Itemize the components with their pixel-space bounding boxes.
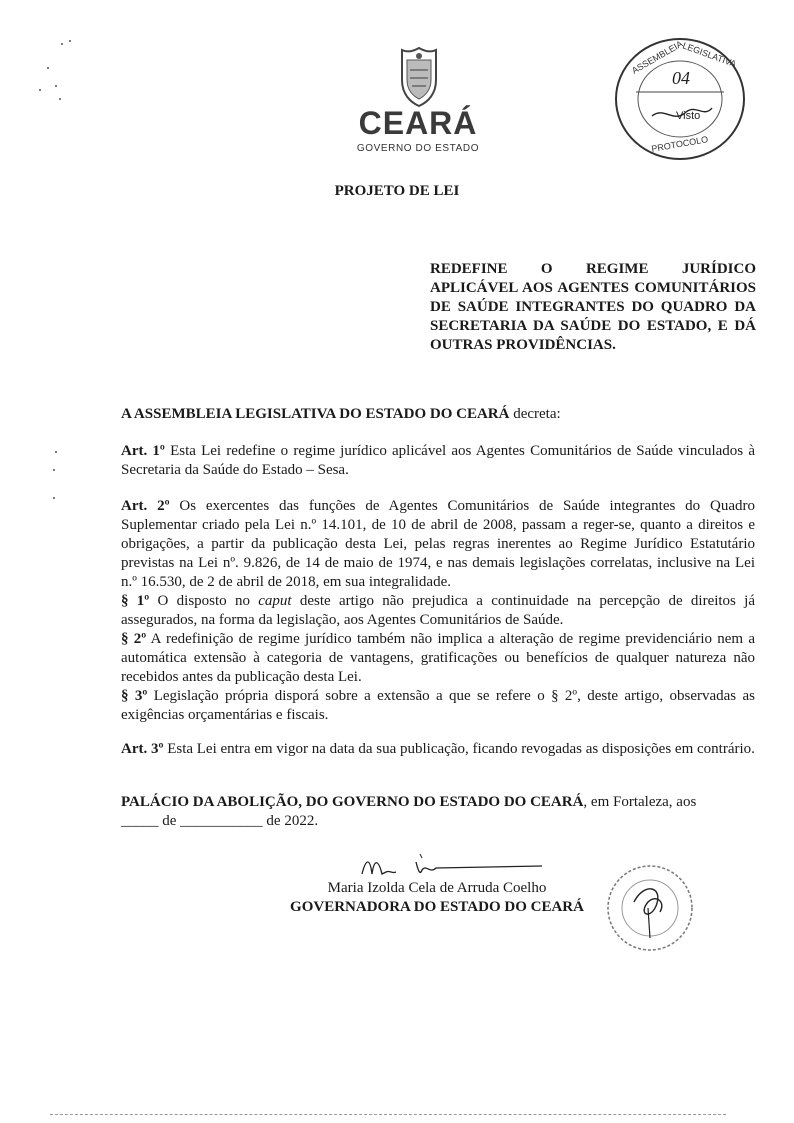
intro-paragraph: [121, 405, 755, 424]
article-2-caput: [121, 497, 755, 592]
ementa: REDEFINE O REGIME JURÍDICO APLICÁVEL AOS AGENTES COMUNITÁRIOS DE SAÚDE INTEGRANTES DO QUADRO DA SECRETARIA DA SAÚDE DO ESTADO, E DÁ OUTRAS PROVIDÊNCIAS.: [430, 261, 756, 353]
paragraph-2-text: A redefinição de regime jurídico também não implica a alteração de regime previdenciário nem a automática extensão à categoria de vantagens, gratificações ou benefícios de qualquer natureza não recebidos antes da publicação desta Lei.: [121, 631, 756, 685]
article-2-text: Os exercentes das funções de Agentes Comunitários de Saúde integrantes do Quadro Suplementar criado pela Lei n.º 14.101, de 10 de abril de 2008, passam a reger-se, quanto a direitos e obrigações, a partir da publicação desta Lei, pelas regras inerentes ao Regime Jurídico Estatutário previstas na Lei nº. 9.826, de 14 de maio de 1974, e nas demais legislações correlatas, inclusive na Lei n.º 16.530, de 2 de abril de 2018, em sua integralidade.: [121, 498, 756, 590]
footer-divider: [50, 1114, 726, 1115]
closing-paragraph: [121, 793, 755, 831]
svg-text:ASSEMBLEIA: ASSEMBLEIA: [630, 38, 685, 76]
closing-line: [121, 793, 755, 812]
intro-bold: A ASSEMBLEIA LEGISLATIVA DO ESTADO DO CEARÁ: [121, 406, 510, 422]
stamp-visto: Visto: [676, 110, 701, 122]
article-1: [121, 442, 755, 480]
protocol-stamp: [612, 34, 748, 164]
closing-rest: , em Fortaleza, aos: [583, 794, 697, 810]
brand-name: CEARÁ: [358, 105, 478, 141]
signatory-role: GOVERNADORA DO ESTADO DO CEARÁ: [290, 899, 584, 915]
svg-text:PROTOCOLO: PROTOCOLO: [650, 134, 709, 154]
intro-rest: decreta:: [509, 406, 561, 422]
brand-subtitle: GOVERNO DO ESTADO: [356, 143, 480, 154]
article-3-text: Esta Lei entra em vigor na data da sua publicação, ficando revogadas as disposições em contrário.: [163, 741, 755, 757]
article-3-label: Art. 3º: [121, 741, 164, 757]
closing-date: _____ de ___________ de 2022.: [121, 813, 319, 829]
paragraph-3-text: Legislação própria disporá sobre a extensão a que se refere o § 2º, deste artigo, observadas as exigências orçamentárias e fiscais.: [121, 688, 756, 723]
article-3: [121, 740, 755, 759]
signatory-name: Maria Izolda Cela de Arruda Coelho: [327, 880, 547, 896]
paragraph-1-post: deste artigo não prejudica a continuidade na percepção de direitos já assegurados, na forma da legislação, aos Agentes Comunitários de Saúde.: [121, 593, 756, 628]
article-2-paragraph-3: [121, 687, 755, 725]
paragraph-1-italic: caput: [258, 593, 292, 609]
paragraph-1-pre: O disposto no: [149, 593, 259, 609]
handwritten-signature: [356, 852, 546, 882]
article-2: [121, 497, 755, 725]
paragraph-1-label: § 1º: [121, 593, 150, 609]
stamp-number: 04: [672, 68, 690, 88]
article-1-text: Esta Lei redefine o regime jurídico aplicável aos Agentes Comunitários de Saúde vinculados à Secretaria da Saúde do Estado – Sesa.: [121, 443, 756, 478]
document-title: PROJETO DE LEI: [334, 183, 460, 199]
article-2-label: Art. 2º: [121, 498, 170, 514]
paragraph-3-label: § 3º: [121, 688, 148, 704]
article-2-paragraph-2: [121, 630, 755, 687]
official-seal: [604, 862, 696, 954]
state-crest-icon: [398, 46, 440, 108]
closing-bold: PALÁCIO DA ABOLIÇÃO, DO GOVERNO DO ESTADO DO CEARÁ: [121, 794, 584, 810]
svg-text:LEGISLATIVA: LEGISLATIVA: [681, 40, 738, 70]
article-2-paragraph-1: [121, 592, 755, 630]
article-1-label: Art. 1º: [121, 443, 165, 459]
paragraph-2-label: § 2º: [121, 631, 147, 647]
